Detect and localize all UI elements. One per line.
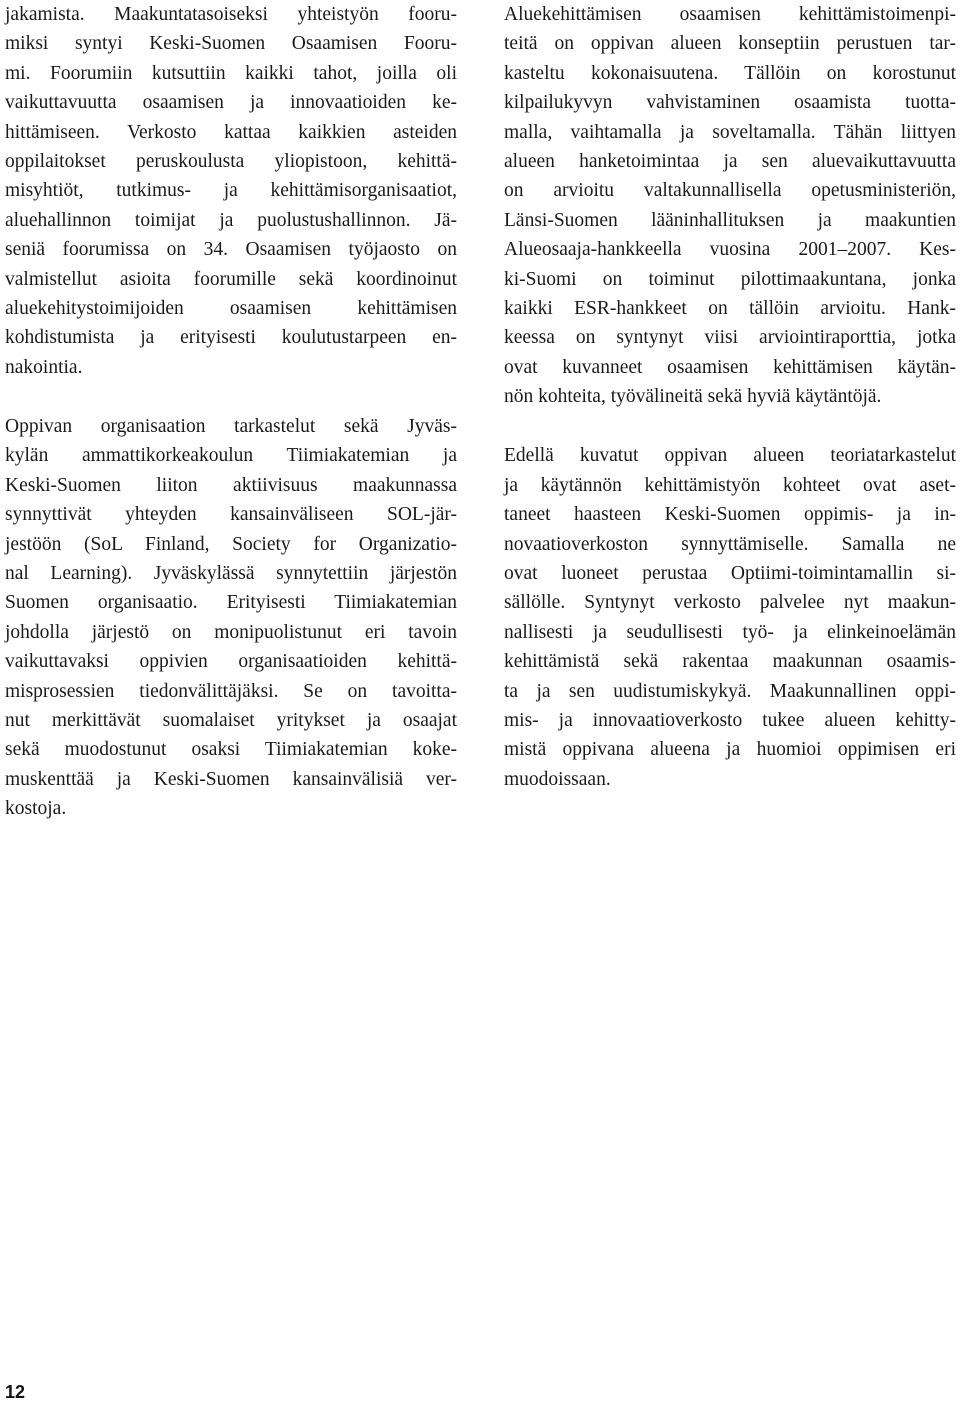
- text-line: alueen hanketoimintaa ja sen aluevaikuttavuutta: [504, 150, 956, 172]
- text-line: mis- ja innovaatioverkosto tukee alueen kehitty-: [504, 709, 956, 731]
- text-line: misprosessien tiedonvälittäjäksi. Se on tavoitta-: [5, 680, 457, 702]
- text-line: teitä on oppivan alueen konseptiin perustuen tar-: [504, 33, 956, 55]
- text-line: Keski-Suomen liiton aktiivisuus maakunnassa: [5, 474, 457, 496]
- text-line: kasteltu kokonaisuutena. Tällöin on korostunut: [504, 62, 956, 84]
- text-line: ki-Suomi on toiminut pilottimaakuntana, jonka: [504, 268, 956, 290]
- text-line: kylän ammattikorkeakoulun Tiimiakatemian ja: [5, 445, 457, 467]
- text-line: nakointia.: [5, 356, 83, 378]
- text-line: oppilaitokset peruskoulusta yliopistoon, kehittä-: [5, 150, 457, 172]
- text-line: hittämiseen. Verkosto kattaa kaikkien asteiden: [5, 121, 457, 143]
- text-line: valmistellut asioita foorumille sekä koordinoinut: [5, 268, 457, 290]
- text-line: kehittämistä sekä rakentaa maakunnan osaamis-: [504, 651, 956, 673]
- text-line: Suomen organisaatio. Erityisesti Tiimiakatemian: [5, 592, 457, 614]
- right-paragraph-1: [504, 0, 956, 411]
- text-line: malla, vaihtamalla ja soveltamalla. Tähän liittyen: [504, 121, 956, 143]
- text-line: taneet haasteen Keski-Suomen oppimis- ja in-: [504, 504, 956, 526]
- text-line: muskenttää ja Keski-Suomen kansainvälisiä ver-: [5, 768, 457, 790]
- text-line: johdolla järjestö on monipuolistunut eri tavoin: [5, 621, 457, 643]
- text-line: jestöön (SoL Finland, Society for Organizatio-: [5, 533, 457, 555]
- text-line: sällölle. Syntynyt verkosto palvelee nyt maakun-: [504, 592, 956, 614]
- text-line: synnyttivät yhteyden kansainväliseen SOL-jär-: [5, 504, 457, 526]
- text-line: novaatioverkoston synnyttämiselle. Samalla ne: [504, 533, 956, 555]
- text-line: mi. Foorumiin kutsuttiin kaikki tahot, joilla oli: [5, 62, 457, 84]
- text-line: ta ja sen uudistumiskykyä. Maakunnallinen oppi-: [504, 680, 956, 702]
- text-line: Oppivan organisaation tarkastelut sekä Jyväs-: [5, 416, 457, 438]
- text-line: Aluekehittämisen osaamisen kehittämistoimenpi-: [504, 4, 956, 25]
- text-line: nallisesti ja seudullisesti työ- ja elinkeinoelämän: [504, 621, 956, 643]
- text-line: aluehallinnon toimijat ja puolustushallinnon. Jä-: [5, 209, 457, 231]
- left-paragraph-1: [5, 0, 457, 382]
- text-line: miksi syntyi Keski-Suomen Osaamisen Fooru-: [5, 33, 457, 55]
- paragraph-gap: [504, 411, 956, 441]
- text-line: aluekehitystoimijoiden osaamisen kehittämisen: [5, 297, 457, 319]
- text-line: kilpailukyvyn vahvistaminen osaamista tuotta-: [504, 92, 956, 114]
- page-number: 12: [5, 1382, 26, 1402]
- text-line: kostoja.: [5, 798, 67, 820]
- text-line: ovat kuvanneet osaamisen kehittämisen käytän-: [504, 356, 956, 378]
- text-line: nut merkittävät suomalaiset yritykset ja osaajat: [5, 709, 457, 731]
- text-line: Länsi-Suomen lääninhallituksen ja maakuntien: [504, 209, 956, 231]
- text-line: vaikuttavuutta osaamisen ja innovaatioiden ke-: [5, 92, 457, 114]
- text-line: ovat luoneet perustaa Optiimi-toimintamallin si-: [504, 563, 956, 585]
- left-paragraph-2: [5, 412, 457, 823]
- text-line: jakamista. Maakuntatasoiseksi yhteistyön fooru-: [5, 4, 457, 25]
- text-line: keessa on syntynyt viisi arviointiraporttia, jotka: [504, 327, 956, 349]
- right-text-column: [504, 0, 956, 794]
- text-line: muodoissaan.: [504, 768, 611, 790]
- text-line: on arvioitu valtakunnallisella opetusministeriön,: [504, 180, 956, 202]
- right-paragraph-2: [504, 441, 956, 794]
- text-line: kaikki ESR-hankkeet on tällöin arvioitu. Hank-: [504, 297, 956, 319]
- text-line: seniä foorumissa on 34. Osaamisen työjaosto on: [5, 239, 457, 261]
- text-line: vaikuttavaksi oppivien organisaatioiden kehittä-: [5, 651, 457, 673]
- text-line: Edellä kuvatut oppivan alueen teoriatarkastelut: [504, 445, 956, 467]
- text-line: mistä oppivana alueena ja huomioi oppimisen eri: [504, 739, 956, 761]
- text-line: misyhtiöt, tutkimus- ja kehittämisorganisaatiot,: [5, 180, 457, 202]
- text-line: sekä muodostunut osaksi Tiimiakatemian koke-: [5, 739, 457, 761]
- left-text-column: [5, 0, 457, 824]
- text-line: Alueosaaja-hankkeella vuosina 2001–2007. Kes-: [504, 239, 956, 261]
- text-line: nal Learning). Jyväskylässä synnytettiin järjestön: [5, 563, 457, 585]
- text-line: ja käytännön kehittämistyön kohteet ovat aset-: [504, 474, 956, 496]
- text-line: kohdistumista ja erityisesti koulutustarpeen en-: [5, 327, 457, 349]
- text-line: nön kohteita, työvälineitä sekä hyviä käytäntöjä.: [504, 386, 882, 408]
- paragraph-gap: [5, 382, 457, 412]
